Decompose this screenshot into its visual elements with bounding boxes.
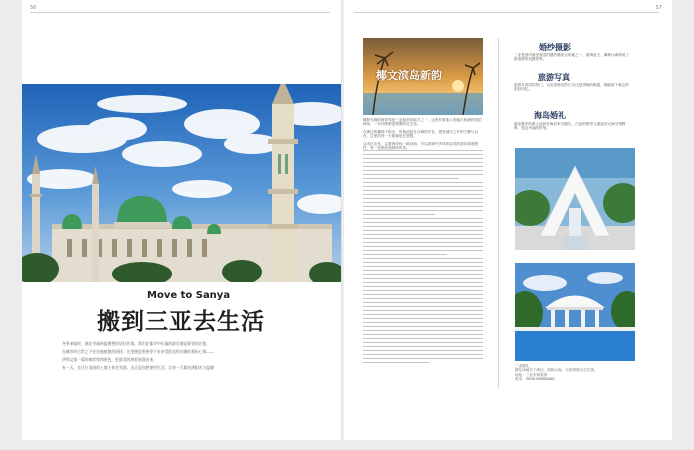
paragraph: 三亚是国内最受欢迎的婚纱摄影目的地之一，碧海蓝天、椰林沙滩构成了最浪漫的拍摄背景。 bbox=[514, 53, 629, 62]
chapel-photo bbox=[515, 148, 635, 250]
column-1-text bbox=[363, 118, 483, 153]
page-number: 57 bbox=[655, 5, 662, 11]
intro-line: 在城市的日常之下往往被疲惫的困扰，这里便是想要停下来享受阳光和沙滩的那份心情—— bbox=[62, 349, 214, 354]
pavilion-photo bbox=[515, 263, 635, 361]
mosque-photo bbox=[22, 84, 342, 282]
intro-line: 伊利文第一篇的海岸线和景色，把最美的海景展现出来， bbox=[62, 357, 157, 362]
paragraph: 旅游写真同样热门，无论是海边的日出还是傍晚的晚霞，都能留下难忘的美好回忆。 bbox=[514, 83, 629, 92]
top-rule bbox=[30, 12, 330, 13]
page-number: 56 bbox=[30, 5, 37, 11]
top-rule bbox=[354, 12, 659, 13]
caption-line: 三亚婚礼 bbox=[515, 364, 530, 368]
paragraph: 从市区出发，沿着海岸线一路向西，可以看到许多风格各异的酒店和度假村，每一处都有独特的风景。 bbox=[363, 141, 478, 151]
heading-travel-photo: 旅游写真 bbox=[538, 72, 570, 82]
column-divider bbox=[498, 38, 499, 388]
caption-line: 电话：0898-88888888 bbox=[515, 377, 555, 382]
intro-text bbox=[62, 340, 312, 372]
heading-island-wedding: 海岛婚礼 bbox=[534, 110, 566, 120]
right-page bbox=[344, 0, 672, 440]
heading-wedding-photo: 婚纱摄影 bbox=[539, 42, 571, 52]
intro-line: 有一天，在这片美丽的土地上你会发现，这正是你想要的生活，让每一天都充满阳光与温暖 bbox=[62, 365, 214, 370]
left-page bbox=[22, 0, 342, 440]
caption-line: 婚礼场地位于海边，面朝大海，可容纳数百位宾客。 bbox=[515, 368, 598, 373]
title-chinese: 搬到三亚去生活 bbox=[97, 308, 265, 335]
paragraph: 椰梦长廊的海岸线是三亚最美的地方之一，这里有着迷人的落日和最舒适的海风，一年四季都是度假的好去处。 bbox=[363, 118, 482, 127]
body-text-lines bbox=[363, 150, 483, 366]
paragraph: 在海边的椰林下散步，听海浪拍打沙滩的声音，感受城市之外的宁静与自在，这里的每一天都像是在度假。 bbox=[363, 129, 478, 139]
title-english: Move to Sanya bbox=[147, 290, 231, 301]
paragraph: 越来越多的新人选择在海岛举办婚礼，白色的教堂与湛蓝的大海交相辉映，见证幸福的时刻。 bbox=[514, 122, 626, 131]
photo-caption-title: 椰文滨岛新韵 bbox=[376, 69, 442, 82]
photo-caption bbox=[515, 364, 645, 382]
caption-line: 地址：三亚市海棠湾 bbox=[515, 372, 548, 377]
intro-line: 冬季来临时，满足幸福的最理想的居住环境。我们在都市中忙碌的最后满是紧张的迁徙， bbox=[62, 341, 211, 346]
